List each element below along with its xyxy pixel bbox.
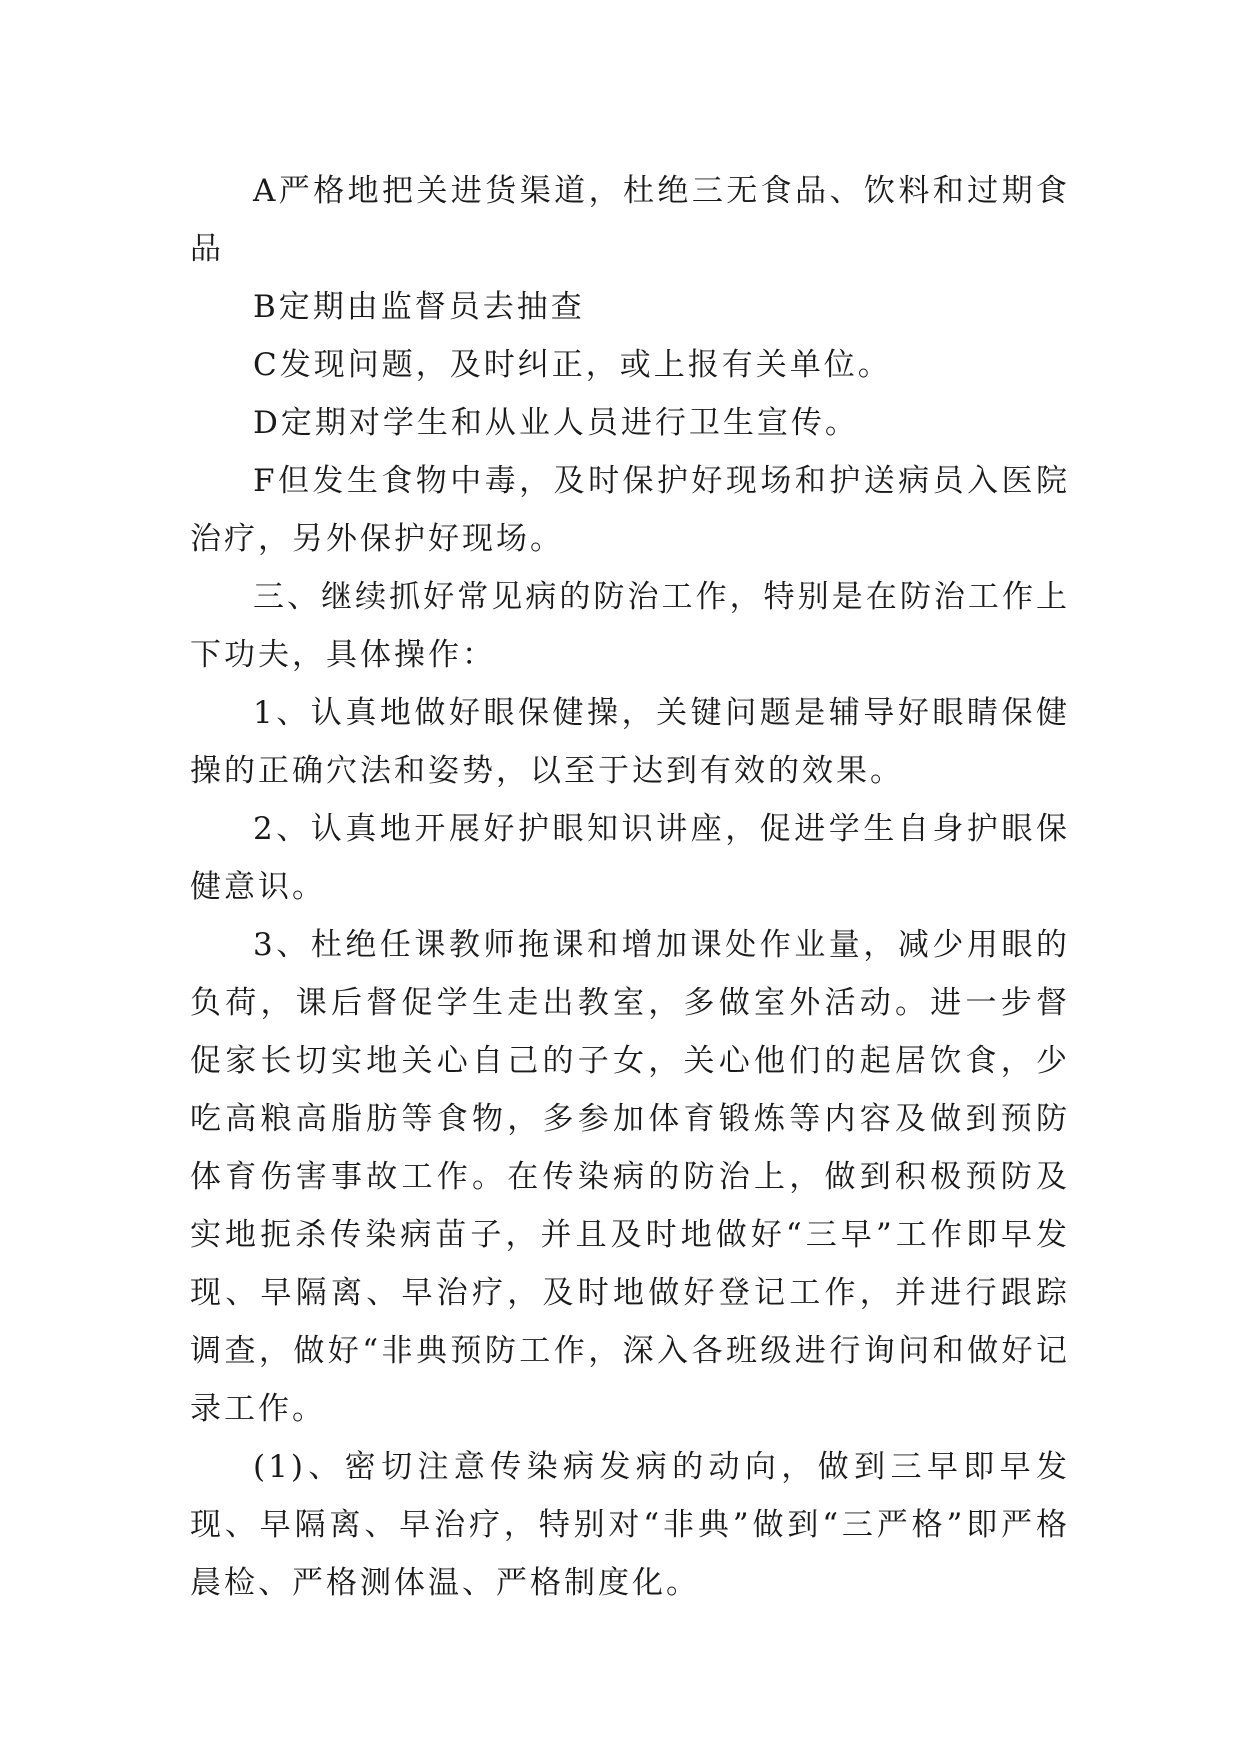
document-body bbox=[190, 162, 1070, 1612]
paragraph-c: C发现问题，及时纠正，或上报有关单位。 bbox=[253, 347, 892, 383]
item-1: 1、认真地做好眼保健操，关键问题是辅导好眼睛保健操的正确穴法和姿势，以至于达到有效的效果。 bbox=[190, 695, 1070, 789]
paragraph-b: B定期由监督员去抽查 bbox=[253, 289, 585, 325]
item-3: 3、杜绝任课教师拖课和增加课处作业量，减少用眼的负荷，课后督促学生走出教室，多做室外活动。进一步督促家长切实地关心自己的子女，关心他们的起居饮食，少吃高粮高脂肪等食物，多参加体育锻炼等内容及做到预防体育伤害事故工作。在传染病的防治上，做到积极预防及实地扼杀传染病苗子，并且及时地做好“三早”工作即早发现、早隔离、早治疗，及时地做好登记工作，并进行跟踪调查，做好“非典预防工作，深入各班级进行询问和做好记录工作。 bbox=[190, 927, 1070, 1427]
paragraph-f: F但发生食物中毒，及时保护好现场和护送病员入医院治疗，另外保护好现场。 bbox=[190, 463, 1070, 557]
paragraph-d: D定期对学生和从业人员进行卫生宣传。 bbox=[253, 405, 859, 441]
item-2: 2、认真地开展好护眼知识讲座，促进学生自身护眼保健意识。 bbox=[190, 811, 1070, 905]
section-heading-3: 三、继续抓好常见病的防治工作，特别是在防治工作上下功夫，具体操作： bbox=[190, 579, 1070, 673]
sub-item-1: (1)、密切注意传染病发病的动向，做到三早即早发现、早隔离、早治疗，特别对“非典”做到“三严格”即严格晨检、严格测体温、严格制度化。 bbox=[190, 1449, 1070, 1601]
paragraph-a: A严格地把关进货渠道，杜绝三无食品、饮料和过期食品 bbox=[190, 173, 1070, 267]
